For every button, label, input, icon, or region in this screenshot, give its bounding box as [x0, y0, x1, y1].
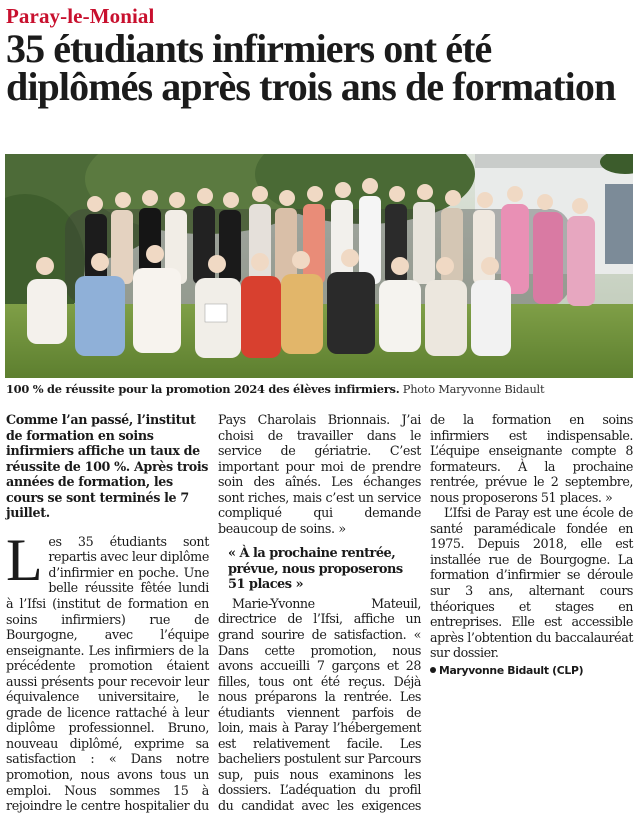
caption-text: 100 % de réussite pour la promotion 2024 des élèves infirmiers.	[6, 382, 400, 396]
dropcap-letter: L	[6, 526, 43, 593]
article-headline: 35 étudiants infirmiers ont été diplômés après trois ans de formation	[6, 26, 616, 109]
body-p1-text: es 35 étudiants sont repartis avec leur diplôme d’infirmier en poche. Une belle réussite fêtée lundi à l’Ifsi (institut de formation en soins infirmiers) rue de Bourgogne, avec l’équipe enseignante. Les infirmiers de la précédente promotion étaient aussi présents pour recevoir leur équivalence universitaire, le grade de licence rattaché à leur diplôme professionnel. Bruno, nouveau diplômé, exprime sa satisfaction : « Dans notre promotion, nous avons tous un emploi. Nous sommes 15 à rejoindre le centre hospitalier du Pays Charolais Brionnais. J’ai choisi de travailler dans le service de gériatrie. C’est important pour moi de prendre soin des aînés. Les échanges sont riches, mais c’est un service compliqué qui demande beaucoup de soins. »	[6, 412, 421, 814]
article-body-paragraph-2: Marie-Yvonne Mateuil, directrice de l’Ifsi, affiche un grand sourire de satisfaction. « Dans cette promotion, nous avons accueilli 7 garçons et 28 filles, tous ont été reçus. Déjà nous préparons la rentrée. Les étudiants viennent parfois de loin, mais à Paray l’hébergement est relativement facile. Les bacheliers postulent sur Parcours sup, puis nous examinons les dossiers. L’adéquation du profil du candidat avec les exigences de la formation en soins infirmiers est indispensable. L’équipe enseignante compte 8 formateurs. À la prochaine rentrée, prévue le 2 septembre, nous proposerons 51 places. »	[218, 412, 633, 813]
signature-text: Maryvonne Bidault (CLP)	[439, 663, 584, 677]
photo-credit: Photo Maryvonne Bidault	[402, 382, 545, 396]
article-body-columns	[6, 412, 633, 816]
article-photo	[5, 154, 633, 378]
article-body-paragraph-3: L’Ifsi de Paray est une école de santé paramédicale fondée en 1975. Depuis 2018, elle est installée rue de Bourgogne. La formation d’infirmier se déroule sur 3 ans, alternant cours théoriques et stages en entreprises. Elle est accessible après l’obtention du baccalauréat sur dossier.	[430, 505, 633, 661]
signature-bullet-icon	[430, 667, 436, 673]
article-kicker: Paray-le-Monial	[6, 4, 155, 28]
photo-caption	[6, 381, 636, 397]
article-lead: Comme l’an passé, l’institut de formation en soins infirmiers affiche un taux de réussite de 100 %. Après trois années de formation, les cours se sont terminés le 7 juillet.	[6, 412, 209, 521]
article-subhead: « À la prochaine rentrée, prévue, nous proposerons 51 places »	[228, 546, 403, 593]
article-signature	[430, 663, 633, 679]
group-photo-illustration	[5, 154, 633, 378]
